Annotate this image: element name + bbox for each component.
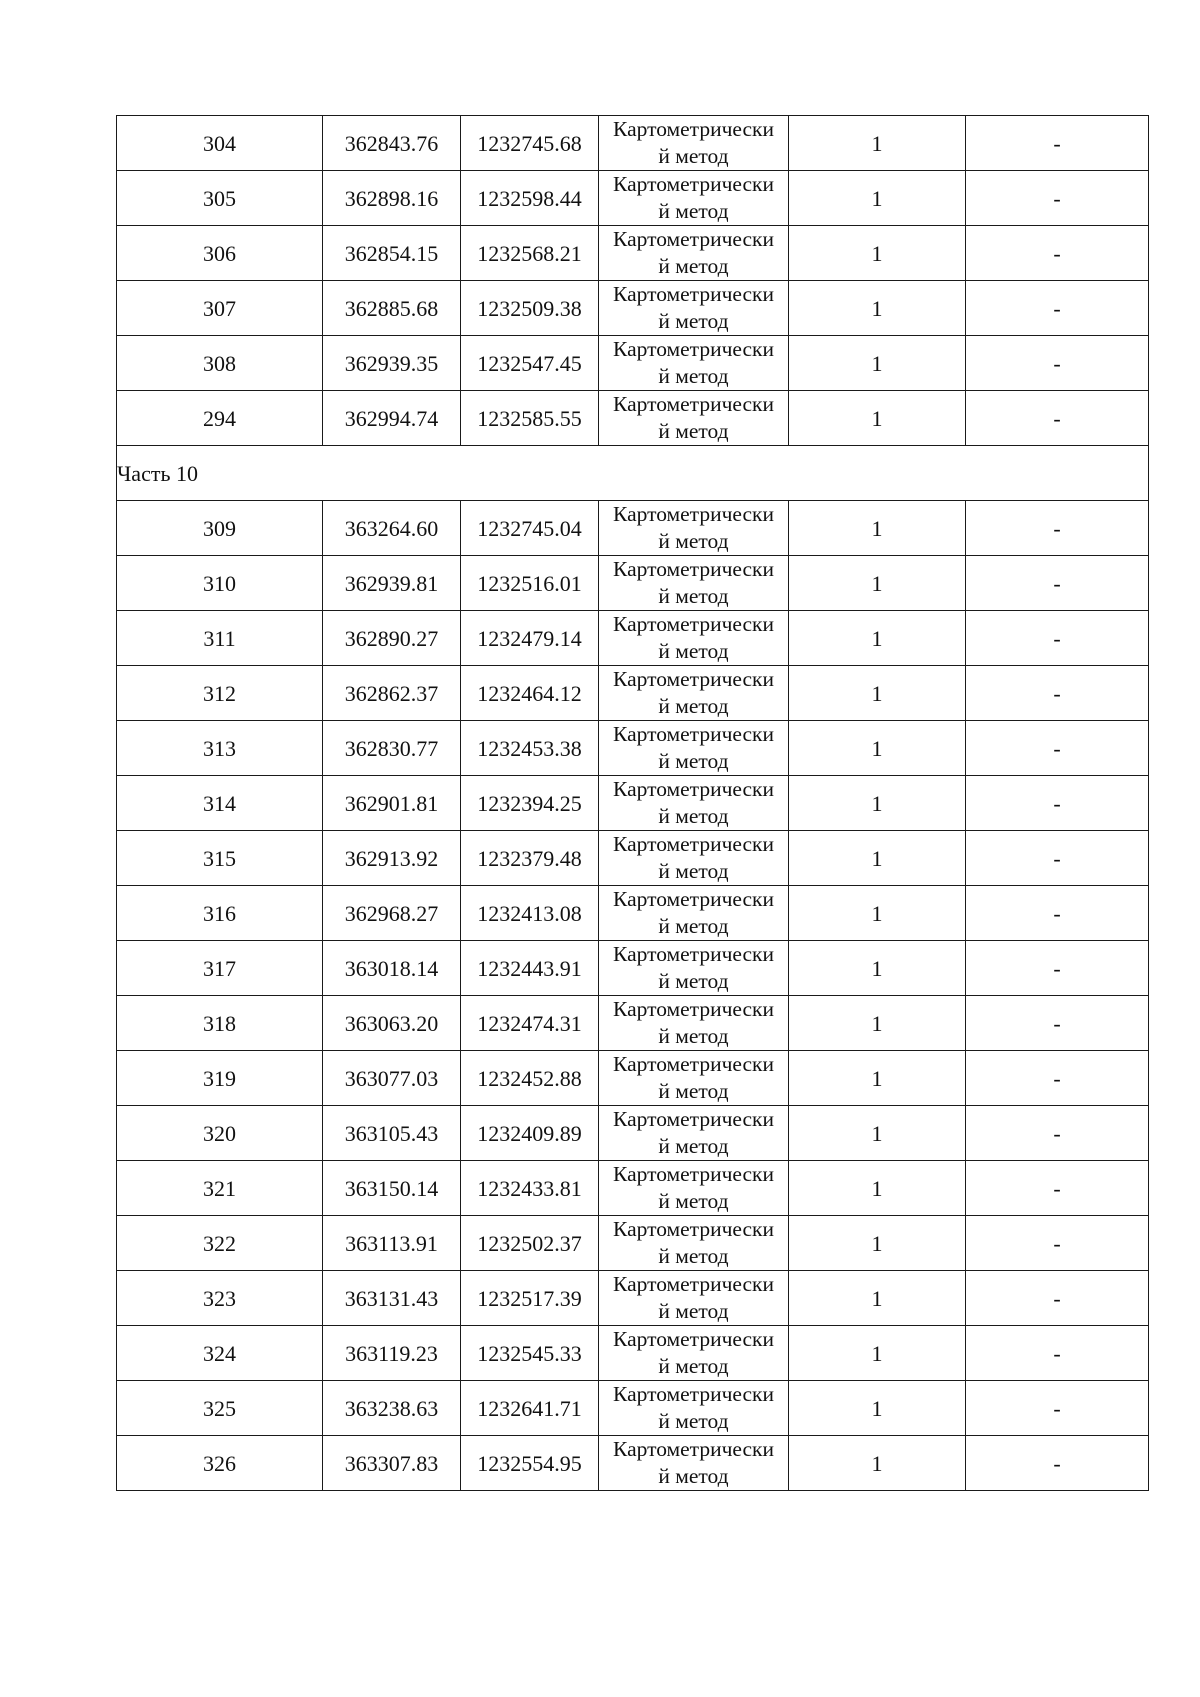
x-coordinate-cell: 362862.37: [323, 666, 461, 721]
note-cell: -: [966, 1381, 1149, 1436]
method-text-line2: й метод: [658, 1079, 729, 1103]
note-cell: -: [966, 776, 1149, 831]
accuracy-cell: 1: [789, 336, 966, 391]
point-number-cell: 305: [117, 171, 323, 226]
table-row: [117, 1271, 1149, 1326]
table-row: [117, 501, 1149, 556]
y-coordinate-cell: 1232745.68: [461, 116, 599, 171]
method-text-line1: Картометрически: [613, 777, 774, 801]
method-text-line1: Картометрически: [613, 172, 774, 196]
accuracy-cell: 1: [789, 721, 966, 776]
method-text-line2: й метод: [658, 419, 729, 443]
accuracy-cell: 1: [789, 666, 966, 721]
accuracy-cell: 1: [789, 1051, 966, 1106]
method-cell: [599, 556, 789, 611]
method-text-line1: Картометрически: [613, 667, 774, 691]
accuracy-cell: 1: [789, 1161, 966, 1216]
note-cell: -: [966, 666, 1149, 721]
note-cell: -: [966, 116, 1149, 171]
method-text-line2: й метод: [658, 1409, 729, 1433]
accuracy-cell: 1: [789, 831, 966, 886]
point-number-cell: 323: [117, 1271, 323, 1326]
note-cell: -: [966, 886, 1149, 941]
method-cell: [599, 1216, 789, 1271]
method-text-line1: Картометрически: [613, 1382, 774, 1406]
coordinates-table-body: [117, 116, 1149, 1491]
accuracy-cell: 1: [789, 116, 966, 171]
table-row: [117, 1436, 1149, 1491]
x-coordinate-cell: 362885.68: [323, 281, 461, 336]
y-coordinate-cell: 1232452.88: [461, 1051, 599, 1106]
method-text-line1: Картометрически: [613, 1052, 774, 1076]
x-coordinate-cell: 362913.92: [323, 831, 461, 886]
accuracy-cell: 1: [789, 1326, 966, 1381]
point-number-cell: 322: [117, 1216, 323, 1271]
x-coordinate-cell: 363077.03: [323, 1051, 461, 1106]
note-cell: -: [966, 1051, 1149, 1106]
method-cell: [599, 721, 789, 776]
method-cell: [599, 171, 789, 226]
y-coordinate-cell: 1232568.21: [461, 226, 599, 281]
x-coordinate-cell: 363063.20: [323, 996, 461, 1051]
x-coordinate-cell: 363105.43: [323, 1106, 461, 1161]
method-text-line2: й метод: [658, 969, 729, 993]
note-cell: -: [966, 996, 1149, 1051]
table-row: [117, 171, 1149, 226]
method-text-line2: й метод: [658, 144, 729, 168]
y-coordinate-cell: 1232443.91: [461, 941, 599, 996]
x-coordinate-cell: 363150.14: [323, 1161, 461, 1216]
method-text-line2: й метод: [658, 914, 729, 938]
point-number-cell: 321: [117, 1161, 323, 1216]
accuracy-cell: 1: [789, 886, 966, 941]
table-row: [117, 1381, 1149, 1436]
method-cell: [599, 1271, 789, 1326]
note-cell: -: [966, 1271, 1149, 1326]
method-text-line1: Картометрически: [613, 722, 774, 746]
point-number-cell: 294: [117, 391, 323, 446]
accuracy-cell: 1: [789, 501, 966, 556]
accuracy-cell: 1: [789, 226, 966, 281]
point-number-cell: 309: [117, 501, 323, 556]
accuracy-cell: 1: [789, 996, 966, 1051]
point-number-cell: 307: [117, 281, 323, 336]
point-number-cell: 325: [117, 1381, 323, 1436]
table-row: [117, 611, 1149, 666]
y-coordinate-cell: 1232502.37: [461, 1216, 599, 1271]
point-number-cell: 315: [117, 831, 323, 886]
x-coordinate-cell: 363131.43: [323, 1271, 461, 1326]
method-text-line2: й метод: [658, 1354, 729, 1378]
note-cell: -: [966, 336, 1149, 391]
x-coordinate-cell: 362898.16: [323, 171, 461, 226]
x-coordinate-cell: 362890.27: [323, 611, 461, 666]
y-coordinate-cell: 1232464.12: [461, 666, 599, 721]
table-row: [117, 1216, 1149, 1271]
method-cell: [599, 1161, 789, 1216]
point-number-cell: 319: [117, 1051, 323, 1106]
method-text-line1: Картометрически: [613, 1162, 774, 1186]
method-cell: [599, 1051, 789, 1106]
point-number-cell: 311: [117, 611, 323, 666]
method-cell: [599, 391, 789, 446]
note-cell: -: [966, 281, 1149, 336]
method-text-line1: Картометрически: [613, 1272, 774, 1296]
accuracy-cell: 1: [789, 1106, 966, 1161]
method-text-line2: й метод: [658, 1299, 729, 1323]
point-number-cell: 306: [117, 226, 323, 281]
point-number-cell: 308: [117, 336, 323, 391]
method-text-line2: й метод: [658, 1134, 729, 1158]
coordinates-table: [116, 115, 1149, 1491]
accuracy-cell: 1: [789, 1216, 966, 1271]
accuracy-cell: 1: [789, 776, 966, 831]
table-row: [117, 1051, 1149, 1106]
y-coordinate-cell: 1232745.04: [461, 501, 599, 556]
table-row: [117, 941, 1149, 996]
method-text-line2: й метод: [658, 1189, 729, 1213]
point-number-cell: 312: [117, 666, 323, 721]
x-coordinate-cell: 363113.91: [323, 1216, 461, 1271]
y-coordinate-cell: 1232641.71: [461, 1381, 599, 1436]
note-cell: -: [966, 941, 1149, 996]
method-cell: [599, 336, 789, 391]
method-text-line2: й метод: [658, 694, 729, 718]
note-cell: -: [966, 556, 1149, 611]
method-cell: [599, 1326, 789, 1381]
point-number-cell: 317: [117, 941, 323, 996]
point-number-cell: 324: [117, 1326, 323, 1381]
x-coordinate-cell: 362939.81: [323, 556, 461, 611]
note-cell: -: [966, 171, 1149, 226]
section-row: [117, 446, 1149, 501]
method-text-line2: й метод: [658, 199, 729, 223]
accuracy-cell: 1: [789, 941, 966, 996]
method-text-line2: й метод: [658, 529, 729, 553]
note-cell: -: [966, 831, 1149, 886]
y-coordinate-cell: 1232409.89: [461, 1106, 599, 1161]
y-coordinate-cell: 1232474.31: [461, 996, 599, 1051]
table-row: [117, 226, 1149, 281]
note-cell: -: [966, 611, 1149, 666]
accuracy-cell: 1: [789, 556, 966, 611]
table-row: [117, 336, 1149, 391]
point-number-cell: 313: [117, 721, 323, 776]
method-text-line1: Картометрически: [613, 117, 774, 141]
note-cell: -: [966, 1326, 1149, 1381]
method-cell: [599, 1381, 789, 1436]
method-cell: [599, 831, 789, 886]
accuracy-cell: 1: [789, 1271, 966, 1326]
method-text-line1: Картометрически: [613, 282, 774, 306]
method-text-line2: й метод: [658, 639, 729, 663]
y-coordinate-cell: 1232598.44: [461, 171, 599, 226]
accuracy-cell: 1: [789, 171, 966, 226]
point-number-cell: 320: [117, 1106, 323, 1161]
method-text-line2: й метод: [658, 1244, 729, 1268]
method-cell: [599, 941, 789, 996]
method-text-line2: й метод: [658, 749, 729, 773]
accuracy-cell: 1: [789, 391, 966, 446]
x-coordinate-cell: 362901.81: [323, 776, 461, 831]
y-coordinate-cell: 1232394.25: [461, 776, 599, 831]
x-coordinate-cell: 362854.15: [323, 226, 461, 281]
accuracy-cell: 1: [789, 1381, 966, 1436]
y-coordinate-cell: 1232547.45: [461, 336, 599, 391]
method-cell: [599, 1436, 789, 1491]
method-text-line1: Картометрически: [613, 1107, 774, 1131]
method-cell: [599, 226, 789, 281]
y-coordinate-cell: 1232517.39: [461, 1271, 599, 1326]
method-text-line1: Картометрически: [613, 227, 774, 251]
table-row: [117, 776, 1149, 831]
y-coordinate-cell: 1232479.14: [461, 611, 599, 666]
x-coordinate-cell: 363264.60: [323, 501, 461, 556]
method-text-line1: Картометрически: [613, 337, 774, 361]
method-cell: [599, 281, 789, 336]
method-cell: [599, 996, 789, 1051]
method-text-line1: Картометрически: [613, 557, 774, 581]
table-row: [117, 116, 1149, 171]
table-row: [117, 556, 1149, 611]
accuracy-cell: 1: [789, 611, 966, 666]
y-coordinate-cell: 1232585.55: [461, 391, 599, 446]
x-coordinate-cell: 363018.14: [323, 941, 461, 996]
method-cell: [599, 116, 789, 171]
x-coordinate-cell: 362843.76: [323, 116, 461, 171]
x-coordinate-cell: 363119.23: [323, 1326, 461, 1381]
y-coordinate-cell: 1232545.33: [461, 1326, 599, 1381]
method-cell: [599, 886, 789, 941]
note-cell: -: [966, 721, 1149, 776]
method-text-line1: Картометрически: [613, 887, 774, 911]
table-row: [117, 666, 1149, 721]
point-number-cell: 304: [117, 116, 323, 171]
table-row: [117, 1326, 1149, 1381]
method-text-line1: Картометрически: [613, 997, 774, 1021]
method-cell: [599, 1106, 789, 1161]
table-row: [117, 391, 1149, 446]
x-coordinate-cell: 362994.74: [323, 391, 461, 446]
method-cell: [599, 666, 789, 721]
method-text-line2: й метод: [658, 364, 729, 388]
method-text-line2: й метод: [658, 584, 729, 608]
method-text-line2: й метод: [658, 254, 729, 278]
table-row: [117, 281, 1149, 336]
method-cell: [599, 501, 789, 556]
method-text-line1: Картометрически: [613, 1217, 774, 1241]
table-row: [117, 886, 1149, 941]
table-row: [117, 721, 1149, 776]
method-text-line2: й метод: [658, 1464, 729, 1488]
table-row: [117, 1106, 1149, 1161]
y-coordinate-cell: 1232453.38: [461, 721, 599, 776]
method-text-line1: Картометрически: [613, 1327, 774, 1351]
accuracy-cell: 1: [789, 281, 966, 336]
x-coordinate-cell: 362830.77: [323, 721, 461, 776]
table-row: [117, 831, 1149, 886]
y-coordinate-cell: 1232554.95: [461, 1436, 599, 1491]
method-text-line2: й метод: [658, 1024, 729, 1048]
method-cell: [599, 776, 789, 831]
y-coordinate-cell: 1232516.01: [461, 556, 599, 611]
x-coordinate-cell: 362968.27: [323, 886, 461, 941]
method-cell: [599, 611, 789, 666]
point-number-cell: 326: [117, 1436, 323, 1491]
point-number-cell: 318: [117, 996, 323, 1051]
y-coordinate-cell: 1232509.38: [461, 281, 599, 336]
note-cell: -: [966, 1216, 1149, 1271]
note-cell: -: [966, 391, 1149, 446]
note-cell: -: [966, 1161, 1149, 1216]
method-text-line1: Картометрически: [613, 832, 774, 856]
note-cell: -: [966, 1106, 1149, 1161]
x-coordinate-cell: 363238.63: [323, 1381, 461, 1436]
method-text-line2: й метод: [658, 859, 729, 883]
note-cell: -: [966, 501, 1149, 556]
method-text-line1: Картометрически: [613, 942, 774, 966]
point-number-cell: 310: [117, 556, 323, 611]
method-text-line1: Картометрически: [613, 612, 774, 636]
x-coordinate-cell: 362939.35: [323, 336, 461, 391]
note-cell: -: [966, 1436, 1149, 1491]
method-text-line1: Картометрически: [613, 392, 774, 416]
method-text-line1: Картометрически: [613, 1437, 774, 1461]
table-row: [117, 1161, 1149, 1216]
method-text-line1: Картометрически: [613, 502, 774, 526]
point-number-cell: 314: [117, 776, 323, 831]
y-coordinate-cell: 1232379.48: [461, 831, 599, 886]
point-number-cell: 316: [117, 886, 323, 941]
table-row: [117, 996, 1149, 1051]
y-coordinate-cell: 1232413.08: [461, 886, 599, 941]
y-coordinate-cell: 1232433.81: [461, 1161, 599, 1216]
x-coordinate-cell: 363307.83: [323, 1436, 461, 1491]
method-text-line2: й метод: [658, 309, 729, 333]
method-text-line2: й метод: [658, 804, 729, 828]
note-cell: -: [966, 226, 1149, 281]
section-label: Часть 10: [117, 446, 1149, 501]
accuracy-cell: 1: [789, 1436, 966, 1491]
